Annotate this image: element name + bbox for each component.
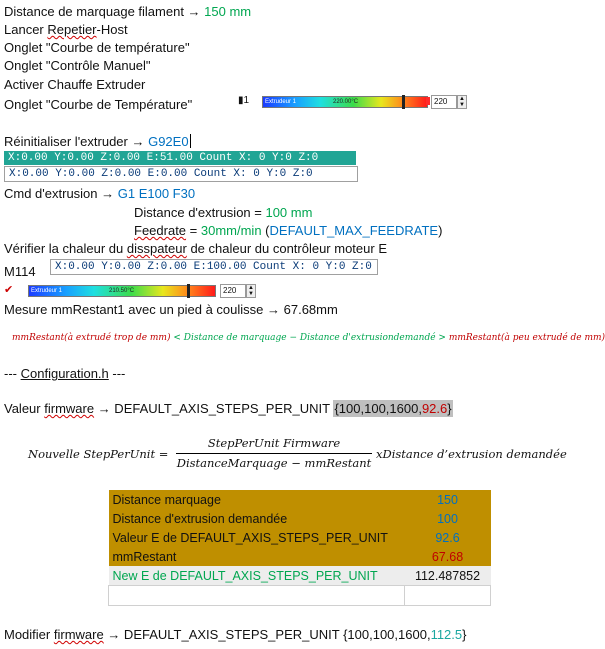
- console-status-line-3: X:0.00 Y:0.00 Z:0.00 E:100.00 Count X: 0 Y:0 Z:0: [50, 259, 378, 275]
- equation-rhs: xDistance d’extrusion demandée: [376, 447, 567, 461]
- extruder-heater-widget-2: [4, 283, 254, 299]
- fraction-bar: [176, 453, 372, 454]
- line-extrusion-cmd: Cmd d'extrusion → G1 E100 F30: [4, 186, 196, 201]
- line-temp-curve-tab-2: Onglet "Courbe de Température": [4, 97, 193, 112]
- line-temp-curve-tab: Onglet "Courbe de température": [4, 40, 190, 55]
- table-row: Valeur E de DEFAULT_AXIS_STEPS_PER_UNIT 92.6: [109, 528, 491, 547]
- target-temp-input[interactable]: 220: [431, 95, 457, 109]
- table-row: Distance d'extrusion demandée 100: [109, 509, 491, 528]
- temperature-marker[interactable]: [402, 95, 405, 109]
- firmware-steps-value: {100,100,1600,92.6}: [334, 401, 452, 416]
- temperature-marker-2[interactable]: [187, 284, 190, 298]
- line-firmware-value: Valeur firmware → DEFAULT_AXIS_STEPS_PER_UNIT {100,100,1600,92.6}: [4, 401, 452, 416]
- formula-comparison: mmRestant(à extrudé trop de mm) < Distance de marquage − Distance d'extrusiondemandé > mmRestant(à peu extrudé de mm): [12, 333, 605, 343]
- extrusion-command: G1 E100 F30: [117, 186, 196, 201]
- line-reset-extruder: Réinitialiser l'extruder → G92E0: [4, 134, 189, 149]
- line-activate-heater: Activer Chauffe Extruder: [4, 77, 146, 92]
- heater-toggle-icon[interactable]: ▮1: [238, 95, 250, 106]
- temp-spinner-2[interactable]: ▲ ▼: [246, 284, 256, 298]
- calculation-table: [108, 490, 491, 606]
- table-row: mmRestant 67.68: [109, 547, 491, 566]
- equation-denominator: DistanceMarquage − mmRestant: [176, 456, 372, 470]
- marking-distance-value: 150 mm: [204, 4, 252, 19]
- heater-active-icon[interactable]: ✔: [4, 284, 14, 296]
- line-feedrate: Feedrate = 30mm/min (DEFAULT_MAX_FEEDRATE): [134, 223, 443, 238]
- reset-command: G92E0: [148, 134, 189, 149]
- extruder-heater-widget: [238, 94, 465, 110]
- equation-lhs: Nouvelle StepPerUnit =: [28, 447, 169, 461]
- line-measure: Mesure mmRestant1 avec un pied à coulisse → 67.68mm: [4, 302, 338, 317]
- m114-command: M114: [4, 264, 36, 279]
- console-status-line-2: X:0.00 Y:0.00 Z:0.00 E:0.00 Count X: 0 Y:0 Z:0: [4, 166, 358, 182]
- text-cursor: [190, 134, 191, 148]
- line-manual-control-tab: Onglet "Contrôle Manuel": [4, 58, 151, 73]
- table-result-row: New E de DEFAULT_AXIS_STEPS_PER_UNIT 112.487852: [109, 566, 491, 586]
- line-verify-heatsink: Vérifier la chaleur du disspateur de chaleur du contrôleur moteur E: [4, 241, 387, 256]
- new-steps-value: 112.5: [430, 627, 463, 642]
- line-modify-firmware: Modifier firmware → DEFAULT_AXIS_STEPS_PER_UNIT {100,100,1600,112.5}: [4, 627, 467, 642]
- config-heading: --- Configuration.h ---: [4, 366, 126, 381]
- table-empty-row: [109, 586, 491, 606]
- temperature-bar-2: Extrudeur 1 210.50°C: [28, 285, 216, 297]
- console-status-line-1: X:0.00 Y:0.00 Z:0.00 E:51.00 Count X: 0 Y:0 Z:0: [4, 151, 356, 165]
- line-extrusion-distance: Distance d'extrusion = 100 mm: [134, 205, 313, 220]
- table-row: Distance marquage 150: [109, 490, 491, 509]
- line-launch-host: Lancer Repetier-Host: [4, 22, 128, 37]
- temp-spinner[interactable]: ▲ ▼: [457, 95, 467, 109]
- line-marking-distance: Distance de marquage filament → 150 mm: [4, 4, 252, 19]
- equation-numerator: StepPerUnit Firmware: [207, 436, 341, 450]
- temperature-bar: Extrudeur 1 220.00°C: [262, 96, 428, 108]
- target-temp-input-2[interactable]: 220: [220, 284, 246, 298]
